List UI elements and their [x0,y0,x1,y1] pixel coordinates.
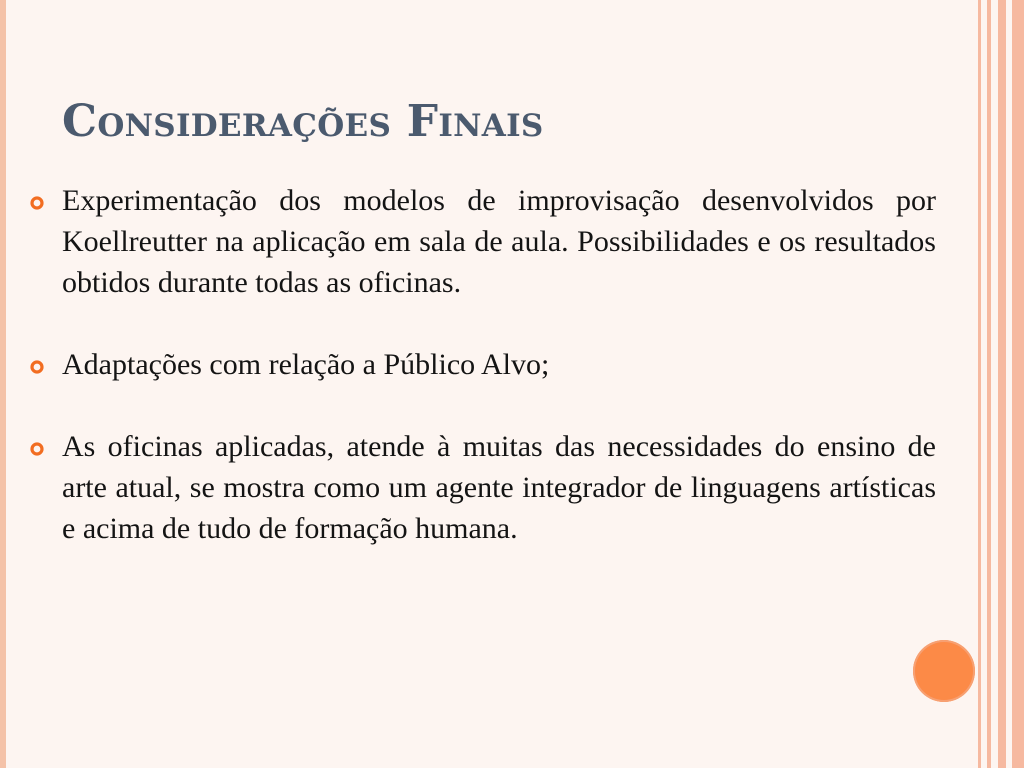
decorative-orange-circle [913,640,975,702]
bullet-text: Experimentação dos modelos de improvisação desenvolvidos por Koellreutter na aplicação em sala de aula. Possibilidades e os resultados obtidos durante todas as oficinas. [62,184,936,299]
bullet-text: As oficinas aplicadas, atende à muitas das necessidades do ensino de arte atual, se mostra como um agente integrador de linguagens artísticas e acima de tudo de formação humana. [62,430,936,545]
bullet-item [30,344,936,385]
slide-title: Considerações Finais [62,96,544,147]
bullet-text: Adaptações com relação a Público Alvo; [62,348,550,381]
orange-ring-bullet-icon [30,442,44,456]
left-frame-stripe [0,0,6,768]
orange-ring-bullet-icon [30,196,44,210]
bullet-item [30,180,936,303]
bullet-list [30,180,936,549]
bullet-item [30,426,936,549]
orange-ring-bullet-icon [30,360,44,374]
